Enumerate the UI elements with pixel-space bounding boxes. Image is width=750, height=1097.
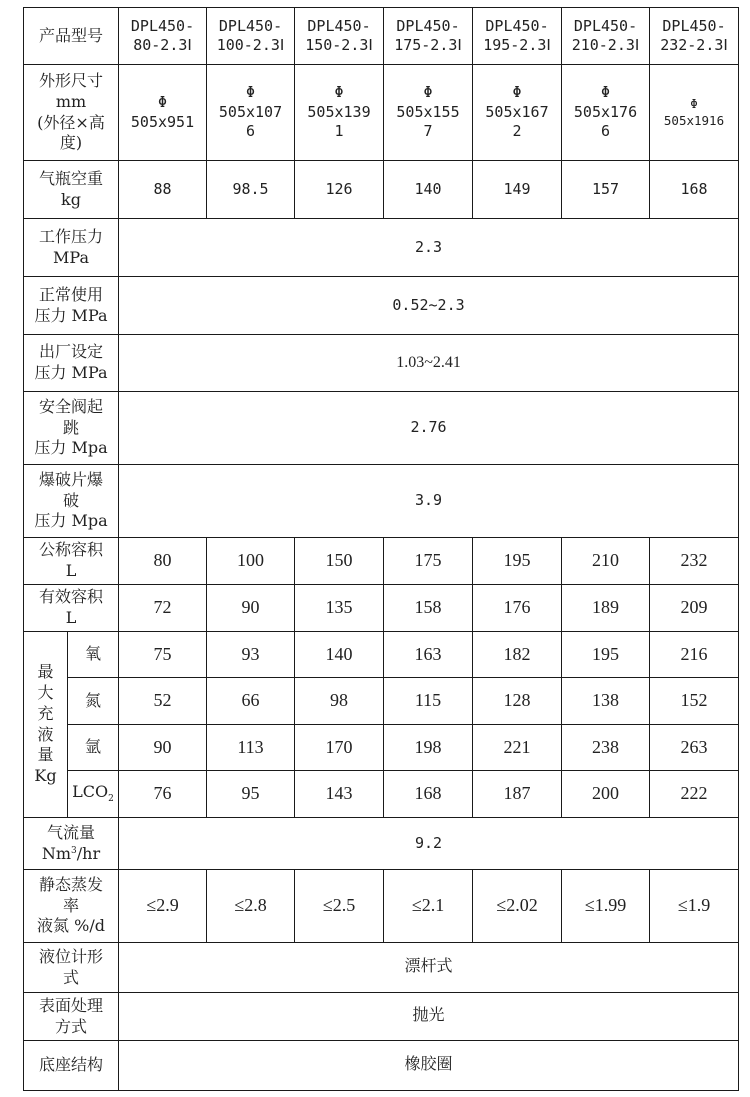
text-line: 量 (37, 745, 54, 765)
value-cell: 168 (384, 771, 473, 818)
text-line: 工作压力 (39, 226, 104, 246)
value-cell: 98.5 (207, 161, 295, 219)
row-label (24, 161, 119, 219)
row-nominal-volume (24, 538, 739, 585)
dimension-cell (384, 65, 473, 161)
text-line: 式 (63, 967, 80, 987)
model-name-cell (384, 8, 473, 65)
row-fill-argon (24, 725, 739, 771)
row-dimensions (24, 65, 739, 161)
text-line: 压力 MPa (34, 305, 108, 325)
row-label (24, 1041, 119, 1091)
dimension-cell (650, 65, 739, 161)
row-model (24, 8, 739, 65)
text-line: 外形尺寸 (39, 70, 104, 90)
header-label: 产品型号 (24, 8, 119, 65)
value-cell: 176 (473, 585, 562, 632)
value-cell: ≤2.9 (119, 870, 207, 943)
value-cell: ≤2.02 (473, 870, 562, 943)
text-line: 150-2.3Ⅰ (305, 36, 373, 54)
text-line: 1 (334, 122, 344, 141)
text-line: 195-2.3Ⅰ (483, 36, 551, 54)
spec-table (23, 7, 739, 1091)
text-line: 6 (601, 122, 611, 141)
row-label (24, 585, 119, 632)
value-cell: 216 (650, 632, 739, 678)
value-cell: ≤2.1 (384, 870, 473, 943)
text-line: 6 (246, 122, 256, 141)
value-cell: 113 (207, 725, 295, 771)
text-line: 7 (423, 122, 433, 141)
value-cell: 138 (562, 678, 650, 725)
text-line: Φ (334, 83, 344, 102)
text-line: 232-2.3Ⅰ (660, 36, 728, 54)
row-burst-disc (24, 465, 739, 538)
row-empty-weight (24, 161, 739, 219)
gas-formula-subscript: 2 (108, 794, 114, 805)
value-cell: 126 (295, 161, 384, 219)
text-line: kg (61, 189, 81, 209)
value-cell: 152 (650, 678, 739, 725)
row-label (24, 65, 119, 161)
value-cell: 209 (650, 585, 739, 632)
text-line: 率 (63, 895, 80, 915)
text-line: 正常使用 (39, 284, 104, 304)
row-label (24, 818, 119, 870)
model-name-cell (207, 8, 295, 65)
text-line: 80-2.3Ⅰ (133, 36, 192, 54)
text-line: 液 (37, 724, 54, 744)
value-cell: 175 (384, 538, 473, 585)
gas-type-cell (68, 771, 119, 818)
text-line: Φ (512, 83, 522, 102)
row-label (24, 538, 119, 585)
row-evaporation (24, 870, 739, 943)
merged-value-cell: 1.03~2.41 (119, 335, 739, 392)
dimension-cell (295, 65, 384, 161)
text-line: 505x139 (307, 102, 371, 121)
value-cell: 238 (562, 725, 650, 771)
text-line: 气瓶空重 (39, 168, 104, 188)
value-cell: 149 (473, 161, 562, 219)
text-line: Φ (246, 83, 256, 102)
value-cell: 95 (207, 771, 295, 818)
text-line: 505x176 (573, 102, 638, 121)
value-cell: 182 (473, 632, 562, 678)
value-cell: ≤2.8 (207, 870, 295, 943)
merged-value-cell: 橡胶圈 (119, 1041, 739, 1091)
value-cell: 200 (562, 771, 650, 818)
model-name-cell (119, 8, 207, 65)
text-line: 有效容积 (39, 587, 104, 607)
row-level-gauge (24, 943, 739, 993)
text-line: 210-2.3Ⅰ (571, 36, 640, 54)
value-cell: 100 (207, 538, 295, 585)
row-working-pressure (24, 219, 739, 277)
gas-type-cell: 氧 (68, 632, 119, 678)
value-cell: 232 (650, 538, 739, 585)
text-line: DPL450- (218, 16, 283, 35)
text-line: 充 (37, 703, 54, 723)
text-line: 跳 (63, 417, 80, 437)
text-line: 505x107 (218, 102, 283, 121)
text-line: 液氮 %/d (37, 916, 105, 936)
merged-value-cell: 2.3 (119, 219, 739, 277)
text-line: DPL450- (573, 16, 638, 35)
value-cell: 52 (119, 678, 207, 725)
text-line: 出厂设定 (39, 342, 104, 362)
merged-value-cell: 9.2 (119, 818, 739, 870)
text-line: Φ (158, 93, 168, 111)
value-cell: 143 (295, 771, 384, 818)
value-cell: 140 (295, 632, 384, 678)
merged-value-cell: 2.76 (119, 392, 739, 465)
text-line: DPL450- (130, 16, 195, 35)
row-gas-flow (24, 818, 739, 870)
value-cell: 221 (473, 725, 562, 771)
value-cell: 263 (650, 725, 739, 771)
merged-value-cell: 漂杆式 (119, 943, 739, 993)
text-line: 505x155 (396, 102, 460, 121)
merged-value-cell: 0.52~2.3 (119, 277, 739, 335)
text-line: 底座结构 (39, 1055, 104, 1075)
text-line: 505x951 (130, 112, 195, 131)
gas-type-cell: 氩 (68, 725, 119, 771)
unit-suffix: /hr (76, 843, 101, 863)
value-cell: 76 (119, 771, 207, 818)
value-cell: 75 (119, 632, 207, 678)
value-cell: 198 (384, 725, 473, 771)
value-cell: 98 (295, 678, 384, 725)
value-cell: 128 (473, 678, 562, 725)
dimension-cell (119, 65, 207, 161)
max-fill-label (24, 632, 68, 818)
value-cell: 88 (119, 161, 207, 219)
text-line: 液位计形 (39, 946, 104, 966)
value-cell: 90 (119, 725, 207, 771)
value-cell: ≤1.99 (562, 870, 650, 943)
row-safety-valve (24, 392, 739, 465)
value-cell: 140 (384, 161, 473, 219)
text-line: 2 (512, 122, 522, 141)
text-line: 气流量 (47, 822, 96, 842)
row-effective-volume (24, 585, 739, 632)
text-line: 度) (59, 133, 83, 153)
value-cell: 195 (562, 632, 650, 678)
text-line: 压力 Mpa (34, 511, 108, 531)
text-line: 破 (63, 490, 80, 510)
row-factory-pressure (24, 335, 739, 392)
value-cell: 72 (119, 585, 207, 632)
text-line: DPL450- (307, 16, 371, 35)
text-line: 最 (37, 662, 54, 682)
row-label (24, 335, 119, 392)
row-normal-pressure (24, 277, 739, 335)
value-cell: 80 (119, 538, 207, 585)
text-line: Φ (423, 83, 433, 102)
text-line: 方式 (55, 1016, 88, 1036)
value-cell: 195 (473, 538, 562, 585)
model-name-cell (562, 8, 650, 65)
text-line: 压力 Mpa (34, 438, 108, 458)
row-label (24, 870, 119, 943)
unit-superscript: 3 (71, 845, 77, 856)
row-fill-nitrogen (24, 678, 739, 725)
text-line: (外径×高 (37, 112, 105, 132)
dimension-cell (473, 65, 562, 161)
value-cell: ≤1.9 (650, 870, 739, 943)
value-cell: 150 (295, 538, 384, 585)
value-cell: 90 (207, 585, 295, 632)
model-name-cell (295, 8, 384, 65)
row-label (24, 465, 119, 538)
text-line: 大 (37, 682, 54, 702)
text-line: 505x167 (485, 102, 549, 121)
row-label (24, 943, 119, 993)
row-label (24, 993, 119, 1041)
value-cell: 66 (207, 678, 295, 725)
text-line: L (65, 561, 77, 580)
row-fill-co2 (24, 771, 739, 818)
text-line: DPL450- (485, 16, 549, 35)
text-line: DPL450- (662, 16, 726, 35)
text-line: MPa (53, 247, 89, 267)
text-line: 175-2.3Ⅰ (394, 36, 462, 54)
merged-value-cell: 3.9 (119, 465, 739, 538)
text-line: Kg (34, 766, 57, 786)
text-line: 100-2.3Ⅰ (216, 36, 285, 54)
text-line: 安全阀起 (39, 396, 104, 416)
text-line: 表面处理 (39, 995, 104, 1015)
value-cell: 210 (562, 538, 650, 585)
value-cell: 170 (295, 725, 384, 771)
row-label (24, 277, 119, 335)
value-cell: 168 (650, 161, 739, 219)
text-line: DPL450- (396, 16, 460, 35)
value-cell: 158 (384, 585, 473, 632)
model-name-cell (650, 8, 739, 65)
row-surface (24, 993, 739, 1041)
row-base (24, 1041, 739, 1091)
value-cell: 187 (473, 771, 562, 818)
model-name-cell (473, 8, 562, 65)
value-cell: 115 (384, 678, 473, 725)
value-cell: 189 (562, 585, 650, 632)
value-cell: 135 (295, 585, 384, 632)
text-line: L (65, 608, 77, 627)
text-line: 505x1916 (663, 112, 725, 128)
text-line: Φ (690, 96, 698, 112)
text-line: 静态蒸发 (39, 874, 104, 894)
text-line: 公称容积 (39, 540, 104, 560)
text-line: mm (55, 91, 87, 111)
dimension-cell (562, 65, 650, 161)
text-line: 压力 MPa (34, 363, 108, 382)
gas-formula: LCO (72, 782, 109, 802)
value-cell: 222 (650, 771, 739, 818)
text-line: 爆破片爆 (39, 469, 104, 489)
dimension-cell (207, 65, 295, 161)
value-cell: 157 (562, 161, 650, 219)
gas-type-cell: 氮 (68, 678, 119, 725)
unit-text: Nm (41, 843, 72, 863)
value-cell: ≤2.5 (295, 870, 384, 943)
merged-value-cell: 抛光 (119, 993, 739, 1041)
row-fill-oxygen (24, 632, 739, 678)
value-cell: 93 (207, 632, 295, 678)
row-label (24, 219, 119, 277)
row-label (24, 392, 119, 465)
value-cell: 163 (384, 632, 473, 678)
text-line: Φ (601, 83, 611, 102)
